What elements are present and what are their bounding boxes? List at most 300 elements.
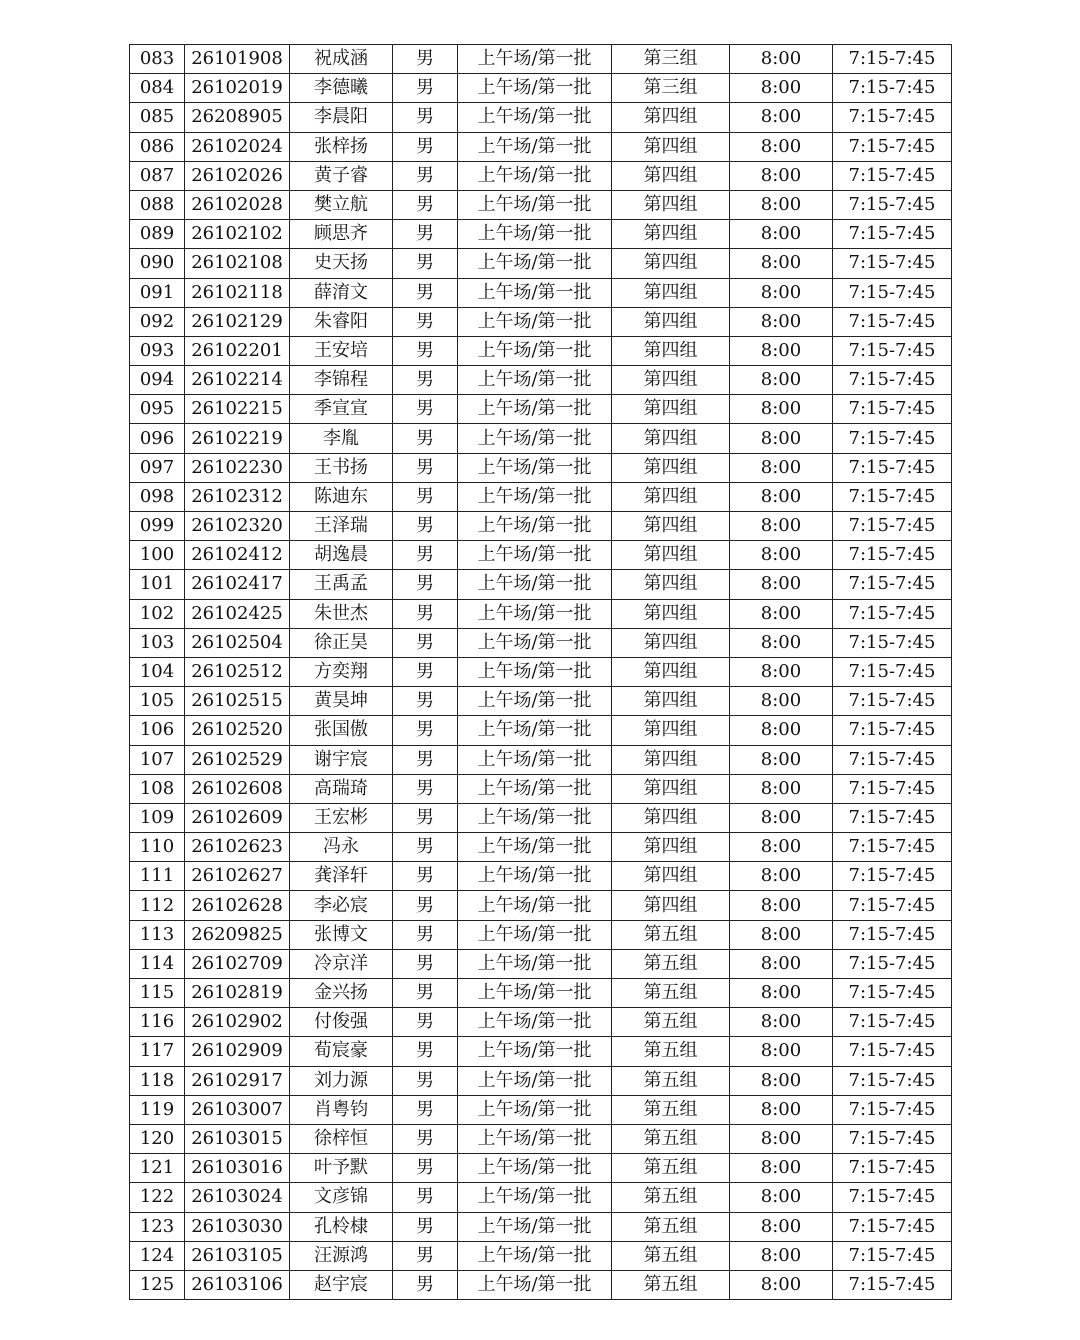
cell-gender: 男: [393, 1066, 458, 1095]
cell-seq-no: 092: [130, 307, 185, 336]
cell-name: 文彦锦: [290, 1183, 393, 1212]
cell-seq-no: 113: [130, 920, 185, 949]
cell-seq-no: 097: [130, 453, 185, 482]
cell-name: 荀宸豪: [290, 1037, 393, 1066]
roster-body: [130, 45, 952, 1300]
cell-name: 李胤: [290, 424, 393, 453]
table-row: [130, 190, 952, 219]
table-row: [130, 161, 952, 190]
cell-group: 第五组: [612, 1037, 730, 1066]
cell-exam-id: 26102529: [185, 745, 290, 774]
cell-session: 上午场/第一批: [458, 949, 612, 978]
cell-group: 第四组: [612, 891, 730, 920]
cell-session: 上午场/第一批: [458, 453, 612, 482]
cell-group: 第五组: [612, 1008, 730, 1037]
cell-seq-no: 086: [130, 132, 185, 161]
cell-start-time: 8:00: [730, 716, 833, 745]
cell-name: 张博文: [290, 920, 393, 949]
cell-name: 冯永: [290, 833, 393, 862]
cell-exam-id: 26102102: [185, 220, 290, 249]
cell-seq-no: 111: [130, 862, 185, 891]
cell-gender: 男: [393, 657, 458, 686]
cell-name: 徐梓恒: [290, 1124, 393, 1153]
cell-gender: 男: [393, 1095, 458, 1124]
cell-session: 上午场/第一批: [458, 774, 612, 803]
cell-name: 付俊强: [290, 1008, 393, 1037]
cell-gender: 男: [393, 570, 458, 599]
cell-seq-no: 123: [130, 1212, 185, 1241]
cell-checkin-window: 7:15-7:45: [833, 74, 952, 103]
cell-name: 张国傲: [290, 716, 393, 745]
cell-checkin-window: 7:15-7:45: [833, 541, 952, 570]
table-row: [130, 862, 952, 891]
cell-checkin-window: 7:15-7:45: [833, 161, 952, 190]
cell-name: 冷京洋: [290, 949, 393, 978]
cell-start-time: 8:00: [730, 190, 833, 219]
cell-name: 谢宇宸: [290, 745, 393, 774]
cell-start-time: 8:00: [730, 891, 833, 920]
cell-session: 上午场/第一批: [458, 1124, 612, 1153]
table-row: [130, 1212, 952, 1241]
cell-seq-no: 102: [130, 599, 185, 628]
table-row: [130, 891, 952, 920]
cell-checkin-window: 7:15-7:45: [833, 482, 952, 511]
cell-group: 第四组: [612, 249, 730, 278]
cell-group: 第四组: [612, 628, 730, 657]
cell-session: 上午场/第一批: [458, 1066, 612, 1095]
table-row: [130, 1066, 952, 1095]
cell-group: 第三组: [612, 74, 730, 103]
table-row: [130, 1270, 952, 1299]
cell-exam-id: 26102504: [185, 628, 290, 657]
cell-seq-no: 090: [130, 249, 185, 278]
cell-session: 上午场/第一批: [458, 278, 612, 307]
cell-exam-id: 26103016: [185, 1154, 290, 1183]
table-row: [130, 833, 952, 862]
cell-exam-id: 26102028: [185, 190, 290, 219]
cell-checkin-window: 7:15-7:45: [833, 1066, 952, 1095]
cell-checkin-window: 7:15-7:45: [833, 103, 952, 132]
cell-session: 上午场/第一批: [458, 424, 612, 453]
cell-checkin-window: 7:15-7:45: [833, 862, 952, 891]
table-row: [130, 716, 952, 745]
cell-gender: 男: [393, 307, 458, 336]
cell-group: 第五组: [612, 920, 730, 949]
table-row: [130, 336, 952, 365]
cell-session: 上午场/第一批: [458, 307, 612, 336]
cell-start-time: 8:00: [730, 1095, 833, 1124]
cell-group: 第四组: [612, 687, 730, 716]
cell-exam-id: 26102417: [185, 570, 290, 599]
cell-seq-no: 103: [130, 628, 185, 657]
cell-session: 上午场/第一批: [458, 132, 612, 161]
cell-gender: 男: [393, 541, 458, 570]
table-row: [130, 803, 952, 832]
cell-group: 第四组: [612, 657, 730, 686]
cell-gender: 男: [393, 1241, 458, 1270]
cell-group: 第四组: [612, 307, 730, 336]
table-row: [130, 979, 952, 1008]
table-row: [130, 920, 952, 949]
cell-gender: 男: [393, 74, 458, 103]
cell-exam-id: 26208905: [185, 103, 290, 132]
cell-exam-id: 26102425: [185, 599, 290, 628]
cell-gender: 男: [393, 891, 458, 920]
cell-name: 朱睿阳: [290, 307, 393, 336]
cell-session: 上午场/第一批: [458, 920, 612, 949]
cell-seq-no: 093: [130, 336, 185, 365]
cell-seq-no: 124: [130, 1241, 185, 1270]
cell-session: 上午场/第一批: [458, 161, 612, 190]
cell-seq-no: 091: [130, 278, 185, 307]
cell-gender: 男: [393, 745, 458, 774]
cell-gender: 男: [393, 920, 458, 949]
cell-gender: 男: [393, 949, 458, 978]
cell-session: 上午场/第一批: [458, 1183, 612, 1212]
table-row: [130, 453, 952, 482]
cell-exam-id: 26103105: [185, 1241, 290, 1270]
cell-gender: 男: [393, 833, 458, 862]
cell-checkin-window: 7:15-7:45: [833, 920, 952, 949]
cell-group: 第四组: [612, 453, 730, 482]
cell-start-time: 8:00: [730, 979, 833, 1008]
cell-session: 上午场/第一批: [458, 891, 612, 920]
cell-checkin-window: 7:15-7:45: [833, 1037, 952, 1066]
cell-checkin-window: 7:15-7:45: [833, 1095, 952, 1124]
cell-session: 上午场/第一批: [458, 1270, 612, 1299]
cell-exam-id: 26102118: [185, 278, 290, 307]
cell-seq-no: 100: [130, 541, 185, 570]
cell-start-time: 8:00: [730, 307, 833, 336]
cell-exam-id: 26102628: [185, 891, 290, 920]
cell-gender: 男: [393, 1183, 458, 1212]
cell-group: 第四组: [612, 570, 730, 599]
cell-checkin-window: 7:15-7:45: [833, 336, 952, 365]
cell-start-time: 8:00: [730, 395, 833, 424]
cell-seq-no: 118: [130, 1066, 185, 1095]
cell-name: 王书扬: [290, 453, 393, 482]
cell-name: 刘力源: [290, 1066, 393, 1095]
cell-group: 第四组: [612, 278, 730, 307]
cell-session: 上午场/第一批: [458, 74, 612, 103]
cell-exam-id: 26102627: [185, 862, 290, 891]
cell-name: 朱世杰: [290, 599, 393, 628]
cell-seq-no: 089: [130, 220, 185, 249]
cell-session: 上午场/第一批: [458, 1037, 612, 1066]
cell-checkin-window: 7:15-7:45: [833, 599, 952, 628]
cell-name: 张梓扬: [290, 132, 393, 161]
cell-name: 陈迪东: [290, 482, 393, 511]
cell-start-time: 8:00: [730, 687, 833, 716]
cell-session: 上午场/第一批: [458, 657, 612, 686]
cell-group: 第四组: [612, 103, 730, 132]
cell-start-time: 8:00: [730, 541, 833, 570]
cell-checkin-window: 7:15-7:45: [833, 307, 952, 336]
cell-group: 第五组: [612, 1212, 730, 1241]
cell-start-time: 8:00: [730, 570, 833, 599]
cell-seq-no: 122: [130, 1183, 185, 1212]
cell-checkin-window: 7:15-7:45: [833, 424, 952, 453]
cell-gender: 男: [393, 366, 458, 395]
table-row: [130, 249, 952, 278]
cell-name: 龚泽轩: [290, 862, 393, 891]
cell-exam-id: 26102515: [185, 687, 290, 716]
cell-name: 胡逸晨: [290, 541, 393, 570]
table-row: [130, 1008, 952, 1037]
cell-checkin-window: 7:15-7:45: [833, 366, 952, 395]
cell-checkin-window: 7:15-7:45: [833, 453, 952, 482]
cell-gender: 男: [393, 220, 458, 249]
cell-start-time: 8:00: [730, 103, 833, 132]
cell-seq-no: 112: [130, 891, 185, 920]
cell-exam-id: 26102520: [185, 716, 290, 745]
table-row: [130, 103, 952, 132]
cell-group: 第四组: [612, 336, 730, 365]
cell-seq-no: 109: [130, 803, 185, 832]
cell-exam-id: 26102320: [185, 512, 290, 541]
cell-session: 上午场/第一批: [458, 599, 612, 628]
cell-gender: 男: [393, 599, 458, 628]
cell-checkin-window: 7:15-7:45: [833, 628, 952, 657]
cell-start-time: 8:00: [730, 862, 833, 891]
table-row: [130, 1241, 952, 1270]
cell-name: 薛淯文: [290, 278, 393, 307]
table-row: [130, 395, 952, 424]
cell-session: 上午场/第一批: [458, 512, 612, 541]
table-row: [130, 599, 952, 628]
cell-exam-id: 26102512: [185, 657, 290, 686]
cell-group: 第四组: [612, 220, 730, 249]
cell-exam-id: 26102024: [185, 132, 290, 161]
cell-seq-no: 087: [130, 161, 185, 190]
cell-session: 上午场/第一批: [458, 366, 612, 395]
cell-name: 肖粤钧: [290, 1095, 393, 1124]
cell-seq-no: 116: [130, 1008, 185, 1037]
cell-group: 第五组: [612, 1183, 730, 1212]
table-row: [130, 366, 952, 395]
cell-seq-no: 119: [130, 1095, 185, 1124]
cell-gender: 男: [393, 716, 458, 745]
cell-gender: 男: [393, 336, 458, 365]
cell-name: 顾思齐: [290, 220, 393, 249]
cell-start-time: 8:00: [730, 920, 833, 949]
cell-seq-no: 084: [130, 74, 185, 103]
cell-seq-no: 085: [130, 103, 185, 132]
cell-exam-id: 26103030: [185, 1212, 290, 1241]
cell-checkin-window: 7:15-7:45: [833, 716, 952, 745]
cell-session: 上午场/第一批: [458, 1154, 612, 1183]
cell-group: 第四组: [612, 599, 730, 628]
cell-start-time: 8:00: [730, 366, 833, 395]
cell-group: 第四组: [612, 424, 730, 453]
cell-gender: 男: [393, 190, 458, 219]
cell-exam-id: 26102902: [185, 1008, 290, 1037]
cell-checkin-window: 7:15-7:45: [833, 1241, 952, 1270]
cell-checkin-window: 7:15-7:45: [833, 249, 952, 278]
cell-checkin-window: 7:15-7:45: [833, 132, 952, 161]
cell-seq-no: 117: [130, 1037, 185, 1066]
cell-start-time: 8:00: [730, 599, 833, 628]
cell-checkin-window: 7:15-7:45: [833, 278, 952, 307]
cell-seq-no: 083: [130, 45, 185, 74]
cell-checkin-window: 7:15-7:45: [833, 45, 952, 74]
cell-group: 第四组: [612, 366, 730, 395]
cell-seq-no: 106: [130, 716, 185, 745]
cell-gender: 男: [393, 45, 458, 74]
cell-group: 第五组: [612, 949, 730, 978]
cell-seq-no: 099: [130, 512, 185, 541]
cell-start-time: 8:00: [730, 161, 833, 190]
cell-seq-no: 110: [130, 833, 185, 862]
cell-group: 第四组: [612, 395, 730, 424]
cell-start-time: 8:00: [730, 803, 833, 832]
table-row: [130, 278, 952, 307]
cell-group: 第五组: [612, 1154, 730, 1183]
cell-exam-id: 26103024: [185, 1183, 290, 1212]
cell-session: 上午场/第一批: [458, 1241, 612, 1270]
cell-checkin-window: 7:15-7:45: [833, 687, 952, 716]
cell-gender: 男: [393, 1212, 458, 1241]
cell-exam-id: 26103106: [185, 1270, 290, 1299]
cell-exam-id: 26102214: [185, 366, 290, 395]
cell-checkin-window: 7:15-7:45: [833, 979, 952, 1008]
table-row: [130, 132, 952, 161]
cell-group: 第四组: [612, 803, 730, 832]
cell-start-time: 8:00: [730, 45, 833, 74]
cell-name: 黄子睿: [290, 161, 393, 190]
cell-session: 上午场/第一批: [458, 249, 612, 278]
cell-exam-id: 26102623: [185, 833, 290, 862]
cell-checkin-window: 7:15-7:45: [833, 190, 952, 219]
cell-exam-id: 26103015: [185, 1124, 290, 1153]
cell-gender: 男: [393, 482, 458, 511]
table-row: [130, 424, 952, 453]
table-row: [130, 74, 952, 103]
table-row: [130, 541, 952, 570]
cell-name: 王安培: [290, 336, 393, 365]
cell-name: 李必宸: [290, 891, 393, 920]
cell-gender: 男: [393, 1008, 458, 1037]
cell-gender: 男: [393, 862, 458, 891]
cell-group: 第五组: [612, 1066, 730, 1095]
cell-session: 上午场/第一批: [458, 541, 612, 570]
cell-seq-no: 125: [130, 1270, 185, 1299]
cell-exam-id: 26102608: [185, 774, 290, 803]
cell-session: 上午场/第一批: [458, 220, 612, 249]
cell-group: 第四组: [612, 745, 730, 774]
cell-checkin-window: 7:15-7:45: [833, 1183, 952, 1212]
cell-checkin-window: 7:15-7:45: [833, 745, 952, 774]
cell-name: 樊立航: [290, 190, 393, 219]
cell-start-time: 8:00: [730, 1066, 833, 1095]
cell-group: 第四组: [612, 774, 730, 803]
cell-group: 第五组: [612, 979, 730, 1008]
cell-exam-id: 26102709: [185, 949, 290, 978]
cell-name: 史天扬: [290, 249, 393, 278]
cell-name: 孔柃棣: [290, 1212, 393, 1241]
cell-name: 叶予默: [290, 1154, 393, 1183]
table-row: [130, 657, 952, 686]
cell-start-time: 8:00: [730, 1241, 833, 1270]
cell-start-time: 8:00: [730, 1008, 833, 1037]
cell-exam-id: 26102201: [185, 336, 290, 365]
table-row: [130, 482, 952, 511]
table-row: [130, 512, 952, 541]
cell-exam-id: 26102819: [185, 979, 290, 1008]
cell-seq-no: 101: [130, 570, 185, 599]
cell-start-time: 8:00: [730, 657, 833, 686]
cell-exam-id: 26102230: [185, 453, 290, 482]
cell-exam-id: 26102026: [185, 161, 290, 190]
cell-group: 第四组: [612, 716, 730, 745]
cell-session: 上午场/第一批: [458, 628, 612, 657]
cell-exam-id: 26101908: [185, 45, 290, 74]
cell-gender: 男: [393, 1037, 458, 1066]
roster-table: [129, 44, 952, 1300]
cell-gender: 男: [393, 249, 458, 278]
cell-seq-no: 094: [130, 366, 185, 395]
cell-name: 汪源鸿: [290, 1241, 393, 1270]
cell-seq-no: 098: [130, 482, 185, 511]
cell-session: 上午场/第一批: [458, 833, 612, 862]
cell-start-time: 8:00: [730, 132, 833, 161]
cell-session: 上午场/第一批: [458, 1095, 612, 1124]
cell-name: 王宏彬: [290, 803, 393, 832]
cell-checkin-window: 7:15-7:45: [833, 891, 952, 920]
cell-checkin-window: 7:15-7:45: [833, 512, 952, 541]
cell-group: 第四组: [612, 512, 730, 541]
cell-name: 高瑞琦: [290, 774, 393, 803]
cell-start-time: 8:00: [730, 424, 833, 453]
cell-start-time: 8:00: [730, 482, 833, 511]
cell-start-time: 8:00: [730, 278, 833, 307]
cell-exam-id: 26103007: [185, 1095, 290, 1124]
cell-exam-id: 26102312: [185, 482, 290, 511]
cell-name: 李晨阳: [290, 103, 393, 132]
table-row: [130, 687, 952, 716]
cell-checkin-window: 7:15-7:45: [833, 570, 952, 599]
cell-gender: 男: [393, 103, 458, 132]
table-row: [130, 1154, 952, 1183]
cell-group: 第四组: [612, 541, 730, 570]
cell-start-time: 8:00: [730, 833, 833, 862]
cell-name: 祝成涵: [290, 45, 393, 74]
cell-checkin-window: 7:15-7:45: [833, 1008, 952, 1037]
cell-exam-id: 26102219: [185, 424, 290, 453]
cell-exam-id: 26102108: [185, 249, 290, 278]
cell-start-time: 8:00: [730, 1037, 833, 1066]
cell-group: 第四组: [612, 161, 730, 190]
cell-name: 金兴扬: [290, 979, 393, 1008]
cell-start-time: 8:00: [730, 949, 833, 978]
cell-checkin-window: 7:15-7:45: [833, 1270, 952, 1299]
table-row: [130, 307, 952, 336]
cell-seq-no: 096: [130, 424, 185, 453]
cell-gender: 男: [393, 687, 458, 716]
cell-gender: 男: [393, 278, 458, 307]
cell-session: 上午场/第一批: [458, 1008, 612, 1037]
cell-seq-no: 088: [130, 190, 185, 219]
cell-seq-no: 115: [130, 979, 185, 1008]
cell-group: 第三组: [612, 45, 730, 74]
cell-name: 王禹孟: [290, 570, 393, 599]
cell-seq-no: 104: [130, 657, 185, 686]
cell-start-time: 8:00: [730, 774, 833, 803]
cell-checkin-window: 7:15-7:45: [833, 657, 952, 686]
cell-seq-no: 114: [130, 949, 185, 978]
cell-checkin-window: 7:15-7:45: [833, 1124, 952, 1153]
cell-seq-no: 105: [130, 687, 185, 716]
